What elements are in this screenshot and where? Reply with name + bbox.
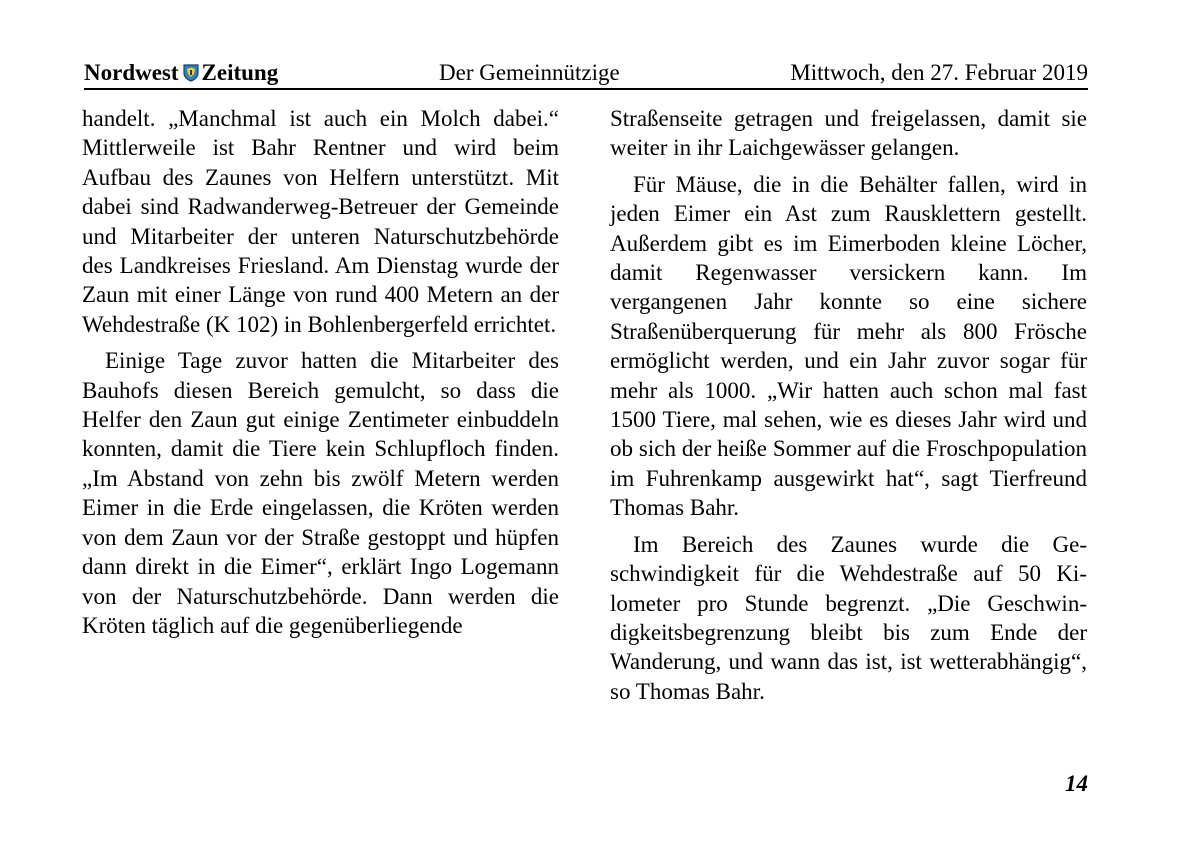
page-number: 14 xyxy=(1065,771,1088,796)
article-column-left xyxy=(82,104,559,640)
paragraph: handelt. „Manchmal ist auch ein Molch dabei.“ Mittlerweile ist Bahr Rentner und wird beim Aufbau des Zaunes von Helfern unterstützt. Mit dabei sind Radwanderweg-Betreuer der Gemeinde und Mitarbeiter der unteren Naturschutzbehörde des Landkreises Friesland. Am Dienstag wurde der Zaun mit einer Länge von rund 400 Metern an der Wehdestraße (K 102) in Bohlenbergerfeld errichtet. xyxy=(82,106,559,337)
brand-name-part1: Nordwest xyxy=(84,60,179,85)
paragraph: Für Mäuse, die in die Behälter fallen, wird in jeden Eimer ein Ast zum Rausklettern gestellt. Außerdem gibt es im Eimerboden kleine Löcher, damit Regenwasser versickern kann. Im vergangenen Jahr konnte so eine sichere Straßenüberquerung für mehr als 800 Frösche ermöglicht werden, und ein Jahr zuvor sogar für mehr als 1000. „Wir hatten auch schon mal fast 1500 Tiere, mal sehen, wie es dieses Jahr wird und ob sich der heiße Sommer auf die Froschpopulation im Fuhrenkamp ausgewirkt hat“, sagt Tierfreund Thomas Bahr. xyxy=(610,171,1087,521)
section-title: Der Gemeinnützige xyxy=(439,60,620,85)
page-header xyxy=(84,58,1088,90)
paragraph: Im Bereich des Zaunes wurde die Geschwindigkeit für die Wehdestraße auf 50 Kilometer pro Stunde begrenzt. „Die Geschwindigkeitsbegrenzung bleibt bis zum Ende der Wanderung, und wann das ist, ist wetterabhängig“, so Thomas Bahr. xyxy=(610,531,1087,704)
article-column-right xyxy=(610,104,1087,706)
issue-date: Mittwoch, den 27. Februar 2019 xyxy=(790,60,1088,85)
brand-name-part2: Zeitung xyxy=(201,60,279,85)
newspaper-brand xyxy=(84,58,278,88)
coat-of-arms-icon xyxy=(183,64,199,82)
paragraph: Einige Tage zuvor hatten die Mitarbeiter des Bauhofs diesen Bereich gemulcht, so dass die Helfer den Zaun gut einige Zentimeter einbuddeln konnten, damit die Tiere kein Schlupfloch finden. „Im Abstand von zehn bis zwölf Metern werden Eimer in die Erde eingelassen, die Kröten werden von dem Zaun vor der Straße gestoppt und hüpfen dann direkt in die Eimer“, erklärt Ingo Logemann von der Naturschutzbehörde. Dann werden die Kröten täglich auf die gegenüberliegende xyxy=(82,348,559,638)
paragraph: Straßenseite getragen und freigelassen, damit sie weiter in ihr Laichgewässer gelangen. xyxy=(610,106,1087,161)
